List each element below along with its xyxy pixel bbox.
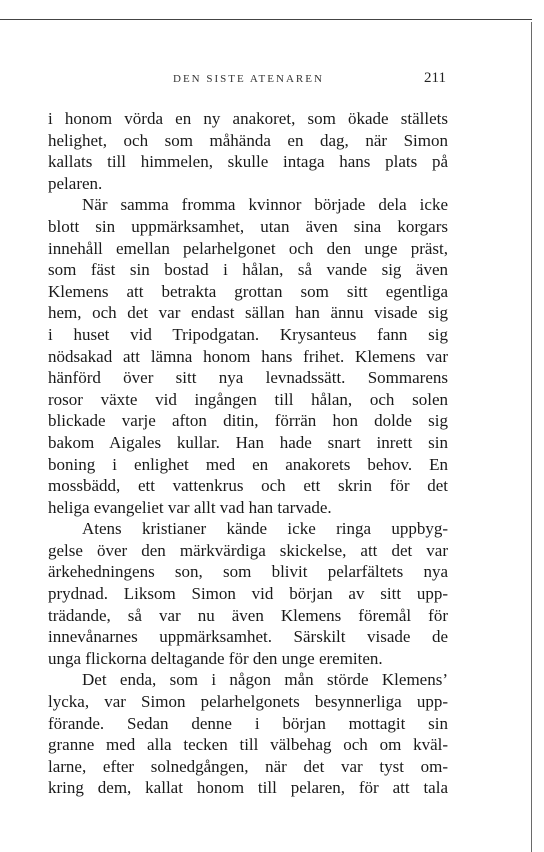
text-line: blott sin uppmärksamhet, utan även sina korgars (48, 216, 448, 236)
text-line: hem, och det var endast sällan han ännu visade sig (48, 303, 448, 323)
text-line: heliga evangeliet var allt vad han tarvade. (48, 497, 332, 517)
text-line: helighet, och som måhända en dag, när Simon (48, 130, 448, 150)
text-line: prydnad. Liksom Simon vid början av sitt upp- (48, 584, 448, 604)
text-line: blickade varje afton ditin, förrän hon dolde sig (48, 411, 448, 431)
text-line: trädande, så var nu även Klemens föremål för (48, 605, 448, 625)
text-line: boning i enlighet med en anakorets behov. En (48, 454, 448, 474)
text-line: unga flickorna deltagande för den unge eremiten. (48, 648, 383, 668)
text-line: kring dem, kallat honom till pelaren, för att tala (48, 778, 448, 798)
text-line: gelse över den märkvärdiga skickelse, att det var (48, 540, 448, 560)
text-line: i huset vid Tripodgatan. Krysanteus fann sig (48, 324, 448, 344)
text-line: innevånarnes uppmärksamhet. Särskilt visade de (48, 627, 448, 647)
text-line: hänförd över sitt nya levnadssätt. Sommarens (48, 368, 448, 388)
top-rule (0, 19, 532, 20)
text-line: i honom vörda en ny anakoret, som ökade ställets (48, 109, 448, 128)
paragraph-start-line: När samma fromma kvinnor började dela icke (82, 195, 448, 215)
paragraph-start-line: Det enda, som i någon mån störde Klemens’ (82, 670, 448, 690)
text-line: förande. Sedan denne i början mottagit sin (48, 713, 448, 733)
text-line: mossbädd, ett vattenkrus och ett skrin för det (48, 476, 448, 496)
body-text (48, 108, 448, 799)
page-edge-rule (531, 22, 532, 852)
text-line: bakom Aigales kullar. Han hade snart inrett sin (48, 432, 448, 452)
running-head: DEN SISTE ATENAREN (173, 73, 324, 85)
text-line: granne med alla tecken till välbehag och om kväl- (48, 735, 448, 755)
text-line: nödsakad att lämna honom hans frihet. Klemens var (48, 346, 448, 366)
text-line: larne, efter solnedgången, när det var tyst om- (48, 756, 448, 776)
page-number: 211 (424, 70, 446, 86)
text-line: som fäst sin bostad i hålan, så vande sig även (48, 260, 448, 280)
text-line: ärkehedningens son, som blivit pelarfältets nya (48, 562, 448, 582)
text-line: Klemens att betrakta grottan som sitt egentliga (48, 281, 448, 301)
text-line: lycka, var Simon pelarhelgonets besynnerliga upp- (48, 692, 448, 712)
paragraph-start-line: Atens kristianer kände icke ringa uppbyg- (82, 519, 448, 539)
text-line: rosor växte vid ingången till hålan, och solen (48, 389, 448, 409)
text-line: kallats till himmelen, skulle intaga hans plats på (48, 152, 448, 172)
text-line: innehåll emellan pelarhelgonet och den unge präst, (48, 238, 448, 258)
text-line: pelaren. (48, 173, 103, 193)
